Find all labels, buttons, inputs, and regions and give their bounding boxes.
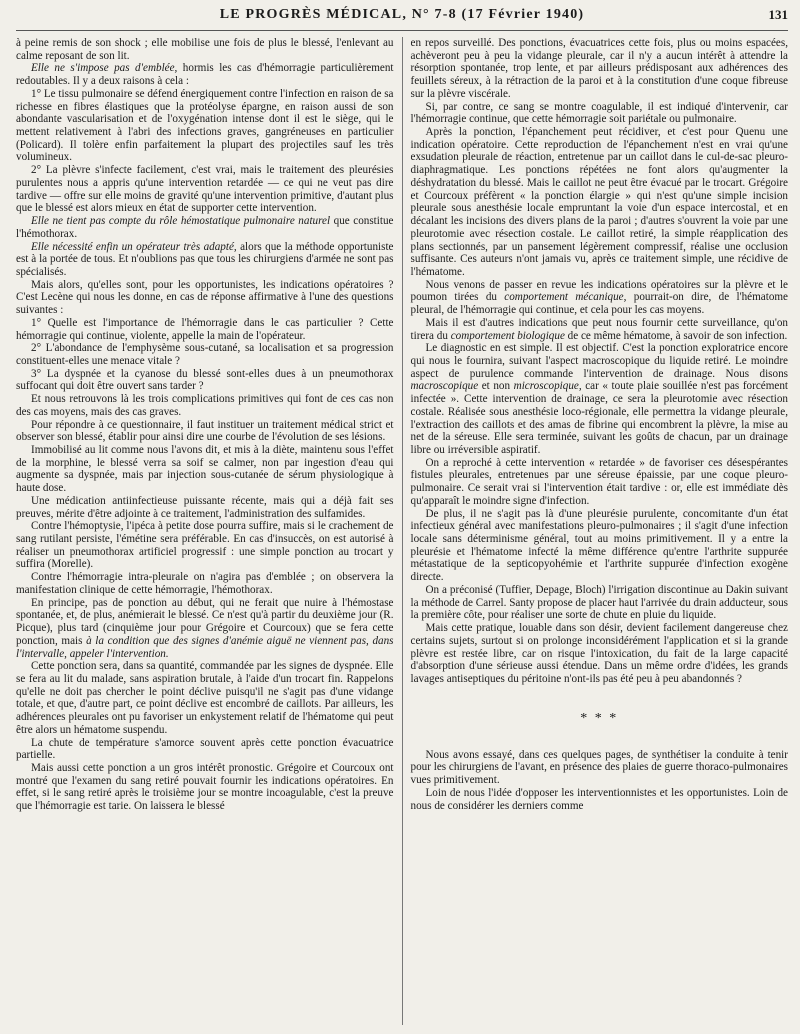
- paragraph-text: Loin de nous l'idée d'opposer les interventionnistes et les opportunistes. Loin de nous de considérer les derniers comme: [410, 786, 788, 812]
- emphasis-term: microscopique,: [513, 380, 582, 393]
- right-paragraph: [411, 457, 789, 508]
- paragraph-text: Mais alors, qu'elles sont, pour les opportunistes, les indications opératoires ? C'est Lecène qui nous les donne, en cas de réponse affirmative à l'une des questions suivantes :: [16, 278, 394, 317]
- emphasis-term: comportement mécanique,: [504, 291, 627, 304]
- left-paragraph: [16, 393, 394, 418]
- emphasis-tail: à la condition que des signes d'anémie aiguë ne viennent pas, dans l'intervalle, appeler l'intervention.: [16, 634, 394, 660]
- left-paragraph: [16, 520, 394, 571]
- right-paragraph: [411, 101, 789, 126]
- paragraph-text: Mais aussi cette ponction a un gros intérêt pronostic. Grégoire et Courcoux ont montré que l'examen du sang retiré pouvait fournir les indications opératoires. En effet, si le sang retiré après le troisième jour se montre incoagulable, c'est la preuve que l'hémorragie est tarie. On laissera le blessé: [16, 761, 394, 813]
- paragraph-text: Contre l'hémoptysie, l'ipéca à petite dose pourra suffire, mais si le crachement de sang rutilant persiste, l'émétine sera préférable. En cas d'insuccès, on est autorisé à réaliser un pneumothorax artificiel progressif : une simple ponction au trocart y suffira (Morelle).: [16, 520, 394, 571]
- paragraph-text: 2° La plèvre s'infecte facilement, c'est vrai, mais le traitement des pleurésies purulentes nous a appris qu'une intervention retardée — ce qui ne veut pas dire tardive — offre sur elle moins de gravité qu'une intervention primitive, d'autant plus que le blessé est alors mieux en état de supporter cette intervention.: [16, 164, 394, 215]
- paragraph-text: à peine remis de son shock ; elle mobilise une fois de plus le blessé, l'enlevant au calme reposant de son lit.: [16, 37, 394, 62]
- paragraph-text: Le diagnostic en est simple. Il est objectif. C'est la ponction exploratrice encore qui nous le fournira, suivant l'aspect macroscopique du liquide retiré. Le moindre aspect de purulence commande l'intervention de drainage. Nous disons: [410, 342, 788, 380]
- paragraph-text: alors que la méthode opportuniste est à la portée de tous. Et n'oublions pas que tous les chirurgiens d'armée ne sont pas spécialisés.: [16, 240, 394, 278]
- right-paragraph: [411, 342, 789, 456]
- paragraph-text: On a préconisé (Tuffier, Depage, Bloch) l'irrigation discontinue au Dakin suivant la méthode de Carrel. Santy propose de placer haut l'arrivée du drain adducteur, sous la première côte, pour réaliser une sorte de chute en pluie du liquide.: [410, 583, 788, 622]
- right-paragraph: [411, 37, 789, 101]
- running-head: [16, 0, 788, 31]
- paragraph-text: que constitue l'hémothorax.: [16, 215, 394, 240]
- paragraph-text: en repos surveillé. Des ponctions, évacuatrices cette fois, plus ou moins espacées, achèveront peu à peu la vidange pleurale, car il n'y a aucun intérêt à attendre la résorption spontanée, trop lente, et par ailleurs prédisposant aux adhérences des feuillets séreux, à la rétraction de la paroi et à la constitution d'une coque fibreuse sur la plèvre viscérale.: [410, 37, 788, 100]
- paragraph-text: Et nous retrouvons là les trois complications primitives qui font de ces cas non des cas moyens, mais des cas graves.: [16, 393, 394, 418]
- emphasis-lead: Elle ne tient pas compte du rôle hémostatique pulmonaire naturel: [31, 215, 331, 228]
- paragraph-text: On a reproché à cette intervention « retardée » de favoriser ces désespérantes fistules pleurales, entretenues par une séreuse épaissie, par une coque pleuro-pulmonaire. Ce serait vrai si l'intervention était tardive : or, elle est immédiate dès qu'apparaît le moindre signe d'infection.: [410, 456, 788, 507]
- paragraph-text: 1° Quelle est l'importance de l'hémorragie dans le cas particulier ? Cette hémorragie qui continue, violente, appelle la main de l'opérateur.: [16, 316, 394, 342]
- left-paragraph: [16, 597, 394, 661]
- page-number: 131: [768, 7, 788, 22]
- left-paragraph: [16, 62, 394, 87]
- paragraph-text: pourrait-on dire, de l'hématome pleural, de l'hémorragie qui continue, et cela pour les cas moyens.: [410, 291, 788, 317]
- paragraph-text: Après la ponction, l'épanchement peut récidiver, et c'est pour Quenu une indication opératoire. Cette reproduction de l'épanchement n'est en vrai qu'une exsudation pleurale de réaction, entretenue par un caillot dans le cul-de-sac pleuro-diaphragmatique. Les ponctions répétées ne font alors qu'augmenter la déshydratation du blessé. Mais le caillot ne peut être évacué par le trocart. Grégoire et Courcoux préfèrent « la ponction élargie » qui n'est qu'une simple incision pleurale sous anesthésie locale empruntant la voie d'un espace intercostal, et en décalant les incisions des divers plans de la paroi ; d'autres s'ouvrent la voie par une pleurotomie avec résection costale. Le caillot retiré, la simple réapplication des plans sectionnés, par un pansement légèrement compressif, réalise une occlusion suffisante. Ces auteurs n'ont jamais vu, après ce traitement simple, une récidive de l'hématome.: [410, 126, 788, 278]
- closing-section: [411, 749, 789, 813]
- left-paragraph: [16, 368, 394, 393]
- paragraph-text: hormis les cas d'hémorragie particulièrement redoutables. Il y a deux raisons à cela :: [16, 62, 394, 88]
- paragraph-text: de ce même hématome, à savoir de son infection.: [564, 329, 788, 342]
- paragraph-text: Pour répondre à ce questionnaire, il faut instituer un traitement médical strict et observer son blessé, établir pour ainsi dire une courbe de l'évolution de ses lésions.: [16, 418, 394, 444]
- emphasis-term: comportement biologique: [450, 329, 565, 342]
- body-columns: [16, 37, 788, 1025]
- left-paragraph: [16, 660, 394, 736]
- left-paragraph: [16, 571, 394, 596]
- closing-paragraph: [411, 787, 789, 812]
- emphasis-term: macroscopique: [410, 380, 479, 393]
- journal-title: LE PROGRÈS MÉDICAL, N° 7-8 (17 Février 1940): [219, 7, 585, 22]
- paragraph-text: La chute de température s'amorce souvent après cette ponction évacuatrice partielle.: [16, 736, 394, 762]
- right-paragraph: [411, 279, 789, 317]
- left-paragraph: [16, 419, 394, 444]
- right-column: [403, 37, 789, 1025]
- right-paragraph: [411, 126, 789, 279]
- paragraph-text: Mais cette pratique, louable dans son désir, devient facilement dangereuse chez certains sujets, surtout si on prolonge inconsidérément l'application et si la grande plèvre est restée libre, car on risque l'intoxication, du fait de la large capacité d'absorption d'une sérieuse aussi étendue. Dans un même ordre d'idées, les grands lavages antiseptiques du péritoine n'ont-ils pas été peu à peu abandonnés ?: [410, 622, 788, 685]
- right-paragraph: [411, 508, 789, 584]
- left-paragraph: [16, 241, 394, 279]
- paragraph-text: En principe, pas de ponction au début, qui ne ferait que nuire à l'hémostase spontanée, et, de plus, anémierait le blessé. Ce n'est qu'à partir du deuxième jour (R. Picque), plus tard (cinquième jour pour Grégoire et Courcoux) que se fera cette ponction, mais: [16, 596, 394, 647]
- paragraph-text: Nous venons de passer en revue les indications opératoires sur la plèvre et le poumon tirées du: [410, 278, 788, 304]
- right-paragraph: [411, 317, 789, 342]
- left-paragraph: [16, 495, 394, 520]
- left-paragraph: [16, 762, 394, 813]
- left-paragraph: [16, 37, 394, 62]
- paragraph-text: Immobilisé au lit comme nous l'avons dit, et mis à la diète, maintenu sous l'effet de la morphine, le blessé verra sa soif se calmer, non par ingestion d'eau qui augmente sa dyspnée, mais par injection sous-cutanée de sérum physiologique à haute dose.: [16, 444, 394, 495]
- paragraph-text: car « toute plaie souillée n'est pas forcément infectée ». Cette intervention de drainage, ce sera la pleurotomie avec résection costale. Réalisée sous anesthésie loco-régionale, elle permettra la vidange pleurale, l'extraction des caillots et des amas de fibrine qui encombrent la plèvre, la mise au net de la séreuse. Elle sera terminée, suivant les goûts de chacun, par un drainage libre ou irréversible aspiratif.: [410, 380, 788, 456]
- section-separator: * * *: [580, 710, 619, 726]
- paragraph-text: Si, par contre, ce sang se montre coagulable, il est indiqué d'intervenir, car l'hémorragie continue, que cette hémorragie soit pariétale ou pulmonaire.: [410, 100, 788, 126]
- left-paragraph: [16, 317, 394, 342]
- left-paragraph: [16, 215, 394, 240]
- paragraph-text: 2° L'abondance de l'emphysème sous-cutané, sa localisation et sa progression constituent-elles une menace vitale ?: [16, 342, 394, 367]
- paragraph-text: Nous avons essayé, dans ces quelques pages, de synthétiser la conduite à tenir pour les chirurgiens de l'avant, en présence des plaies de guerre thoraco-pulmonaires vues primitivement.: [410, 748, 788, 787]
- right-column-main: [411, 37, 789, 686]
- left-paragraph: [16, 88, 394, 164]
- emphasis-lead: Elle nécessité enfin un opérateur très adapté,: [31, 240, 237, 253]
- paragraph-text: Une médication antiinfectieuse puissante récente, mais qui a déjà fait ses preuves, mérite d'être adjointe à ce traitement, l'administration des sulfamides.: [16, 494, 394, 520]
- right-paragraph: [411, 622, 789, 686]
- paragraph-text: Mais il est d'autres indications que peut nous fournir cette surveillance, qu'on tirera du: [410, 316, 788, 342]
- paragraph-text: et non: [478, 380, 514, 393]
- closing-paragraph: [411, 749, 789, 787]
- left-paragraph: [16, 279, 394, 317]
- left-paragraph: [16, 164, 394, 215]
- right-paragraph: [411, 584, 789, 622]
- paragraph-text: 1° Le tissu pulmonaire se défend énergiquement contre l'infection en raison de sa richesse en fibres élastiques que la protéolyse épargne, en raison aussi de son abondante vascularisation et de l'oxygénation intense dont il est le siège, qui le mettent relativement à l'abri des infections graves, gangréneuses en particulier (Policard). Il tolère enfin parfaitement la plupart des projectiles sauf les très volumineux.: [16, 87, 394, 164]
- paragraph-text: De plus, il ne s'agit pas là d'une pleurésie purulente, concomitante d'un état infectieux général avec manifestations pleuro-pulmonaires ; il s'agit d'une infection locale sans déterminisme général, tout au moins primitivement. Il y a entre la pleurésie et l'hématome infecté la même différence qu'entre l'arthrite suppurée métastatique de la septicopyohémie et l'arthrite suppurée d'infection exogène directe.: [410, 507, 788, 584]
- paragraph-text: Cette ponction sera, dans sa quantité, commandée par les signes de dyspnée. Elle se fera au lit du malade, sans aspiration brutale, à l'aide d'un trocart fin. Rappelons qu'elle ne doit pas chercher le point déclive puisqu'il ne s'agit pas d'une vidange totale, et que, d'autre part, ce point déclive est encombré de caillots. Par ailleurs, les adhérences pleurales ont pu favoriser un enkystement relatif de l'hématome qui peut être alors un hématome suspendu.: [16, 660, 394, 736]
- left-paragraph: [16, 737, 394, 762]
- paragraph-text: Contre l'hémorragie intra-pleurale on n'agira pas d'emblée ; on observera la manifestation clinique de cette hémorragie, l'hémothorax.: [16, 571, 394, 596]
- left-paragraph: [16, 342, 394, 367]
- emphasis-lead: Elle ne s'impose pas d'emblée,: [31, 62, 178, 75]
- paragraph-text: 3° La dyspnée et la cyanose du blessé sont-elles dues à un pneumothorax suffocant qui doit être ouvert sans tarder ?: [16, 367, 394, 393]
- left-column: [16, 37, 402, 1025]
- left-paragraph: [16, 444, 394, 495]
